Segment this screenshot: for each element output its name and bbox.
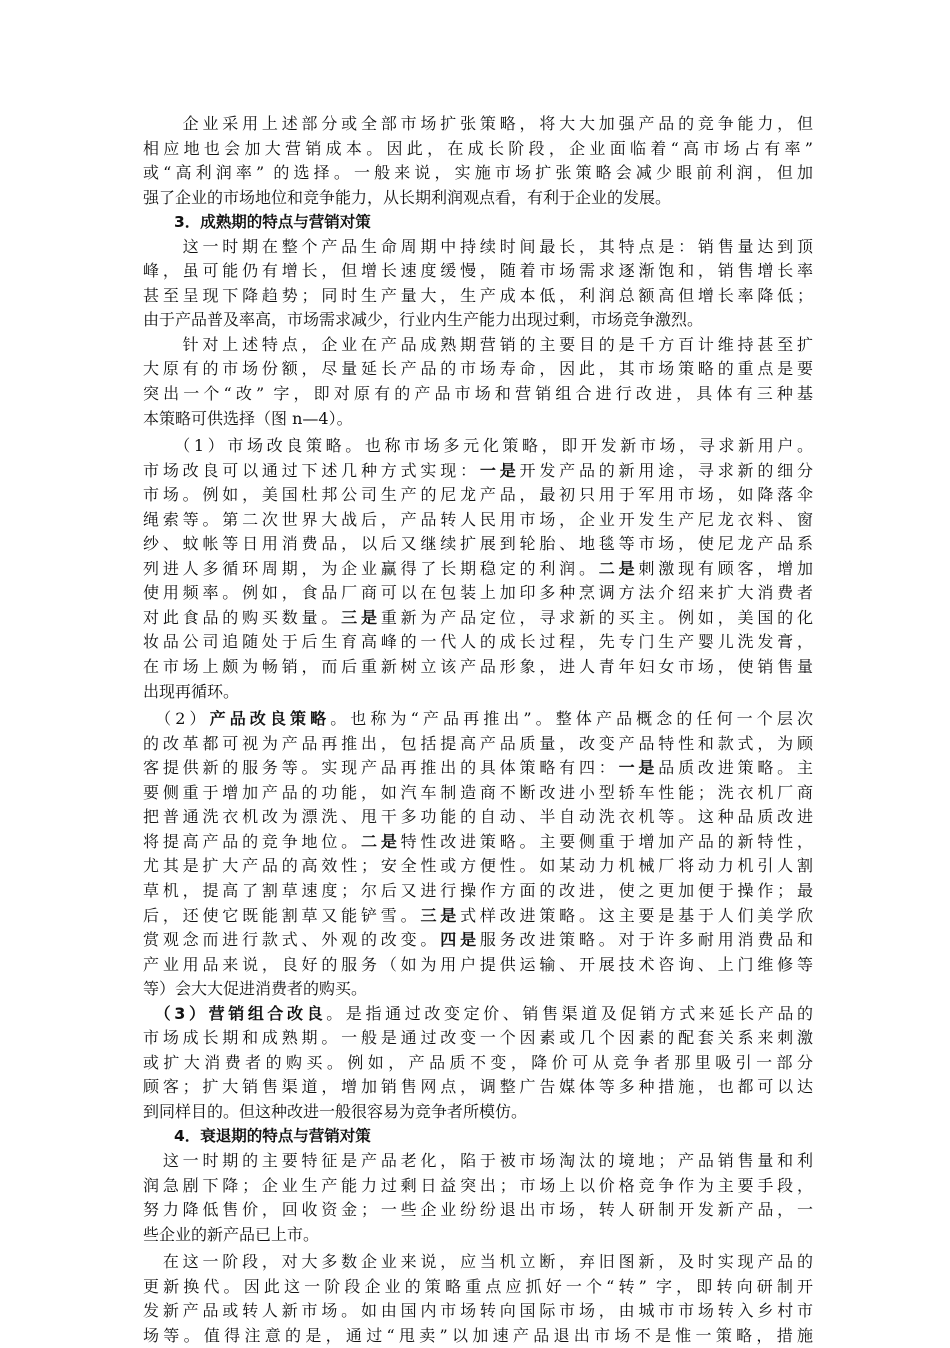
document-page	[143, 112, 813, 1348]
text-line: 草机，提高了割草速度；尔后又进行操作方面的改进，使之更加便于操作；最	[143, 880, 813, 900]
text-line: 将提高产品的竞争地位。二是特性改进策略。主要侧重于增加产品的新特性，	[143, 831, 813, 851]
text-line: （2）产品改良策略。也称为“产品再推出”。整体产品概念的任何一个层次	[143, 709, 813, 729]
text-line: 产业用品来说，良好的服务（如为用户提供运输、开展技术咨询、上门维修等	[143, 954, 813, 974]
text-line: 在市场上颇为畅销，而后重新树立该产品形象，进人青年妇女市场，使销售量	[143, 657, 813, 677]
text-line: 些企业的新产品已上市。	[143, 1224, 320, 1244]
text-line: （1）市场改良策略。也称市场多元化策略，即开发新市场，寻求新用户。	[143, 436, 813, 456]
text-line: 顾客；扩大销售渠道，增加销售网点，调整广告媒体等多种措施，也都可以达	[143, 1077, 813, 1097]
text-line: 润急剧下降；企业生产能力过剩日益突出；市场上以价格竞争作为主要手段，	[143, 1175, 813, 1195]
text-line: 赏观念而进行款式、外观的改变。四是服务改进策略。对于许多耐用消费品和	[143, 930, 813, 950]
text-line: 大原有的市场份额，尽量延长产品的市场寿命，因此，其市场策略的重点是要	[143, 359, 813, 379]
text-line: 市场成长期和成熟期。一般是通过改变一个因素或几个因素的配套关系来刺激	[143, 1028, 813, 1048]
text-line: 更新换代。因此这一阶段企业的策略重点应抓好一个“转” 字，即转向研制开	[143, 1276, 813, 1296]
text-line: 突出一个“改” 字，即对原有的产品市场和营销组合进行改进，具体有三种基	[143, 384, 813, 404]
text-line: 这一时期的主要特征是产品老化，陷于被市场淘汰的境地；产品销售量和利	[143, 1150, 813, 1170]
text-line: 发新产品或转人新市场。如由国内市场转向国际市场，由城市市场转入乡村市	[143, 1301, 813, 1321]
emphasis-text: 二是	[598, 558, 639, 578]
text-line: 强了企业的市场地位和竞争能力，从长期利润观点看，有利于企业的发展。	[143, 187, 672, 207]
text-line: 妆品公司追随处于后生育高峰的一代人的成长过程，先专门生产婴儿洗发膏，	[143, 632, 813, 652]
text-line: 努力降低售价，回收资金；一些企业纷纷退出市场，转人研制开发新产品，一	[143, 1200, 813, 1220]
emphasis-text: 四是	[440, 930, 480, 950]
text-line: 甚至呈现下降趋势；同时生产量大，生产成本低，利润总额高但增长率降低；	[143, 285, 813, 305]
text-line: 的改革都可视为产品再推出，包括提高产品质量，改变产品特性和款式，为顾	[143, 733, 813, 753]
text-line: 后，还使它既能割草又能铲雪。三是式样改进策略。这主要是基于人们美学欣	[143, 905, 813, 925]
emphasis-text: 一是	[618, 758, 659, 778]
text-line: 到同样目的。但这种改进一般很容易为竞争者所模仿。	[143, 1101, 528, 1121]
text-line: 或“高利润率” 的选择。一般来说，实施市场扩张策略会减少眼前利润，但加	[143, 163, 813, 183]
text-line: 在这一阶段，对大多数企业来说，应当机立断，弃旧图新，及时实现产品的	[143, 1252, 813, 1272]
text-line: 列进人多循环周期，为企业赢得了长期稳定的利润。二是刺激现有顾客，增加	[143, 558, 813, 578]
text-line: 峰，虽可能仍有增长，但增长速度缓慢，随着市场需求逐渐饱和，销售增长率	[143, 261, 813, 281]
text-line: 把普通洗衣机改为漂洗、甩干多功能的自动、半自动洗衣机等。这种品质改进	[143, 807, 813, 827]
text-line: 对此食品的购买数量。三是重新为产品定位，寻求新的买主。例如，美国的化	[143, 607, 813, 627]
text-line: 出现再循环。	[143, 681, 240, 701]
emphasis-text: 二是	[361, 831, 401, 851]
text-line: 要侧重于增加产品的功能，如汽车制造商不断改进小型轿车性能；洗衣机厂商	[143, 782, 813, 802]
text-line: 或扩大消费者的购买。例如，产品质不变，降价可从竞争者那里吸引一部分	[143, 1052, 813, 1072]
text-line: 市场改良可以通过下述几种方式实现：一是开发产品的新用途，寻求新的细分	[143, 460, 813, 480]
text-line: 由于产品普及率高，市场需求减少，行业内生产能力出现过剩，市场竞争激烈。	[143, 310, 704, 330]
emphasis-text: 三是	[420, 905, 461, 925]
emphasis-text: 一是	[479, 460, 520, 480]
text-line: 绳索等。第二次世界大战后，产品转人民用市场，企业开发生产尼龙衣料、窗	[143, 509, 813, 529]
text-line: 本策略可供选择（图 n—4）。	[143, 408, 353, 428]
emphasis-text: 三是	[341, 607, 381, 627]
text-line: 客提供新的服务等。实现产品再推出的具体策略有四：一是品质改进策略。主	[143, 758, 813, 778]
text-line: 这一时期在整个产品生命周期中持续时间最长，其特点是：销售量达到顶	[143, 236, 813, 256]
text-line: 市场。例如，美国杜邦公司生产的尼龙产品，最初只用于军用市场，如降落伞	[143, 485, 813, 505]
text-line: 针对上述特点，企业在产品成熟期营销的主要目的是千方百计维持甚至扩	[143, 334, 813, 354]
text-line: 场等。值得注意的是，通过“甩卖”以加速产品退出市场不是惟一策略，措施	[143, 1325, 813, 1345]
text-line: 相应地也会加大营销成本。因此，在成长阶段，企业面临着“高市场占有率”	[143, 138, 813, 158]
text-line: 企业采用上述部分或全部市场扩张策略，将大大加强产品的竞争能力，但	[143, 114, 813, 133]
emphasis-text: （3）营销组合改良	[162, 1003, 327, 1023]
text-line: 等）会大大促进消费者的购买。	[143, 979, 368, 999]
text-line: 纱、蚊帐等日用消费品，以后又继续扩展到轮胎、地毯等市场，使尼龙产品系	[143, 534, 813, 554]
text-line: （3）营销组合改良。是指通过改变定价、销售渠道及促销方式来延长产品的	[162, 1003, 813, 1023]
text-line: 使用频率。例如，食品厂商可以在包装上加印多种烹调方法介绍来扩大消费者	[143, 583, 813, 603]
emphasis-text: 产品改良策略	[209, 709, 331, 729]
section-heading: 3．成熟期的特点与营销对策	[143, 213, 371, 232]
section-heading: 4．衰退期的特点与营销对策	[143, 1127, 371, 1146]
text-line: 尤其是扩大产品的高效性；安全性或方便性。如某动力机械厂将动力机引人割	[143, 856, 813, 876]
